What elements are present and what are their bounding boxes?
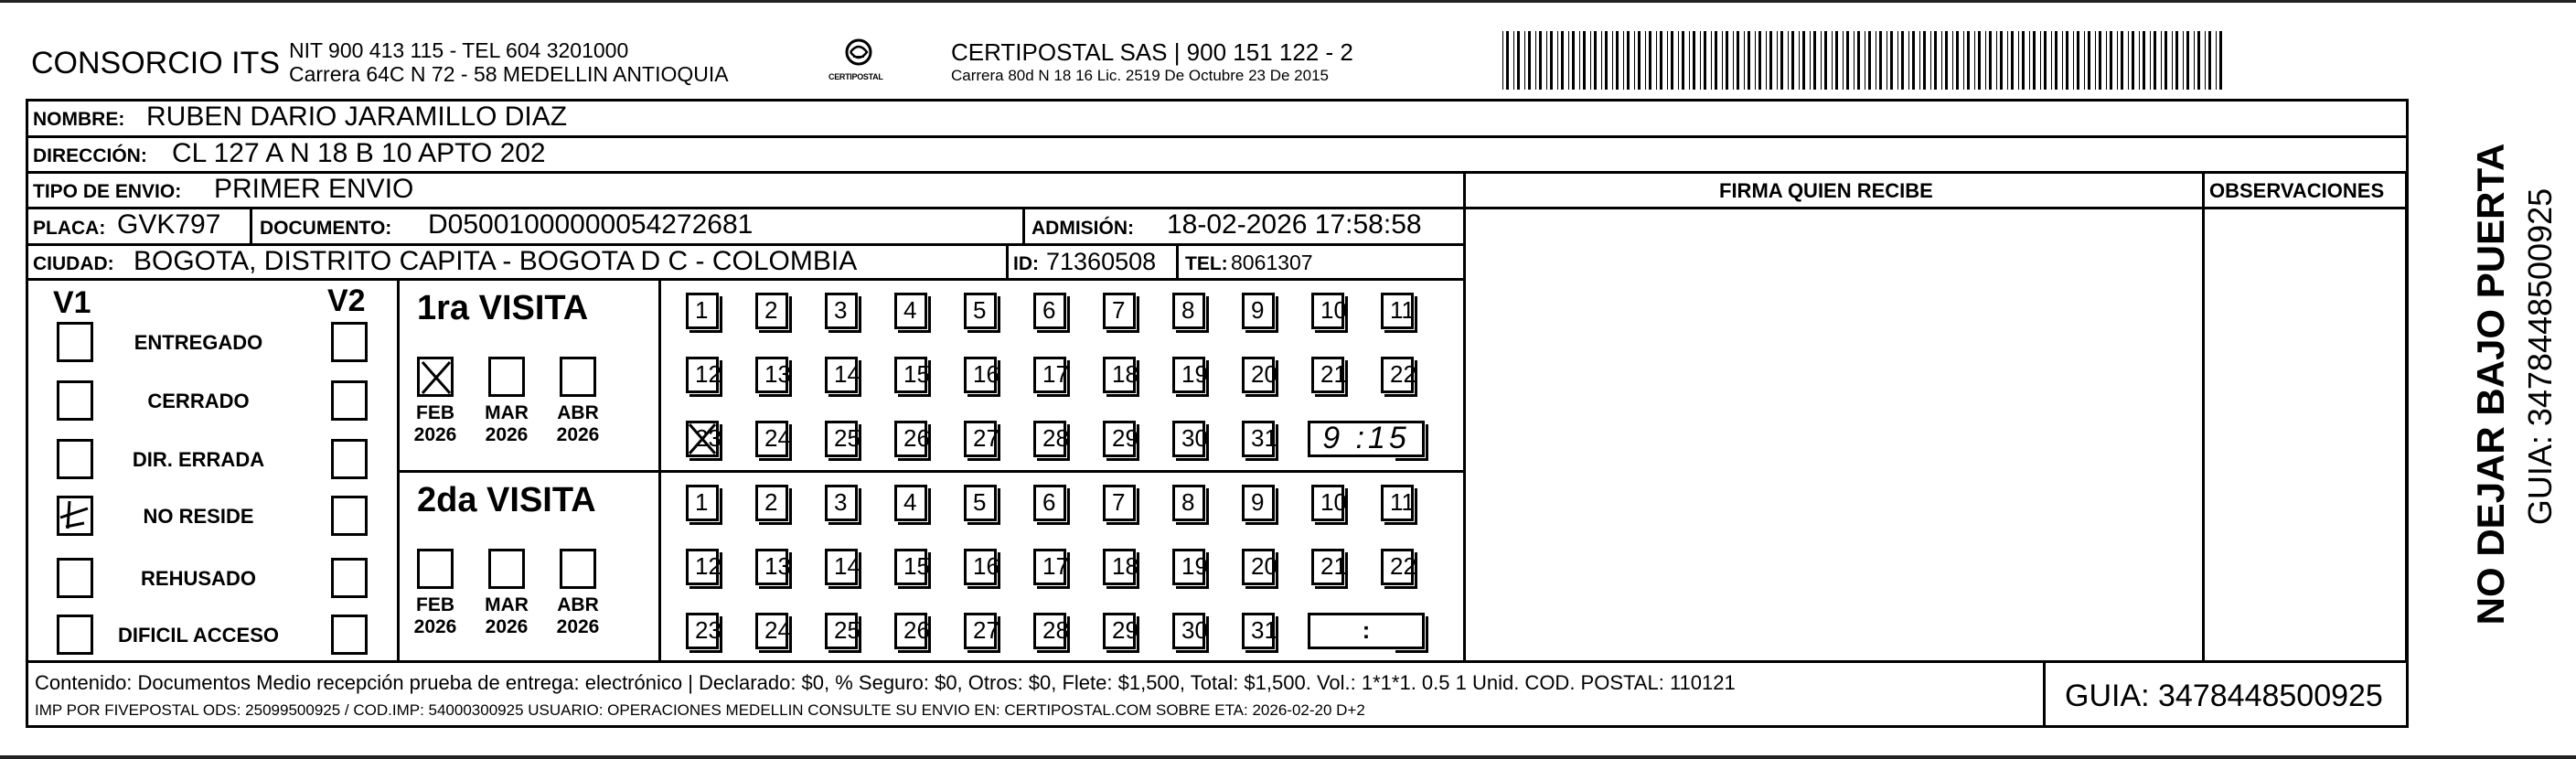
day-box[interactable]: 14: [825, 357, 858, 393]
direccion-value: CL 127 A N 18 B 10 APTO 202: [172, 138, 546, 168]
day-box[interactable]: 23: [686, 613, 719, 649]
month-label: FEB 2026: [413, 402, 457, 446]
time-box[interactable]: :: [1308, 613, 1425, 649]
visit-title: 1ra VISITA: [417, 289, 589, 327]
day-box[interactable]: 21: [1311, 357, 1344, 393]
day-box[interactable]: 2: [755, 485, 788, 521]
status-label: CERRADO: [147, 390, 250, 412]
day-box[interactable]: 26: [894, 421, 927, 457]
barcode: [1502, 31, 2229, 90]
status-label: DIFICIL ACCESO: [117, 624, 279, 647]
day-box[interactable]: 31: [1242, 613, 1275, 649]
logo-lettering: CERTIPOSTAL: [828, 72, 883, 81]
day-box[interactable]: [686, 421, 719, 457]
v2-checkbox[interactable]: [331, 322, 368, 362]
tipo-envio-value: PRIMER ENVIO: [214, 174, 414, 204]
month-checkbox[interactable]: [488, 357, 525, 397]
day-box[interactable]: 30: [1172, 421, 1205, 457]
company-address: Carrera 64C N 72 - 58 MEDELLIN ANTIOQUIA: [289, 62, 729, 86]
tel-label: TEL:: [1185, 253, 1228, 274]
v1-header: V1: [53, 285, 91, 320]
day-box[interactable]: 14: [825, 549, 858, 585]
ciudad-label: CIUDAD:: [33, 253, 114, 274]
v2-checkbox[interactable]: [331, 380, 368, 421]
day-box[interactable]: 8: [1172, 485, 1205, 521]
v2-checkbox[interactable]: [331, 558, 368, 598]
day-box[interactable]: 1: [686, 485, 719, 521]
day-box[interactable]: 2: [755, 293, 788, 329]
day-box[interactable]: 7: [1103, 293, 1136, 329]
carrier-name: CERTIPOSTAL SAS | 900 151 122 - 2: [951, 38, 1353, 66]
day-box[interactable]: 16: [964, 357, 997, 393]
day-box[interactable]: 28: [1033, 613, 1066, 649]
day-box[interactable]: 18: [1103, 549, 1136, 585]
placa-value: GVK797: [117, 209, 221, 240]
admision-value: 18-02-2026 17:58:58: [1167, 209, 1422, 240]
month-label: ABR 2026: [556, 402, 600, 446]
day-box[interactable]: 15: [894, 357, 927, 393]
documento-label: DOCUMENTO:: [260, 218, 392, 239]
v2-checkbox[interactable]: [331, 615, 368, 655]
time-box[interactable]: 9 :15: [1308, 421, 1425, 457]
day-box[interactable]: 19: [1172, 357, 1205, 393]
crossed-day-number: 23: [695, 424, 721, 452]
month-checkbox[interactable]: [560, 357, 596, 397]
nombre-value: RUBEN DARIO JARAMILLO DIAZ: [146, 102, 568, 132]
company-name: CONSORCIO ITS: [31, 46, 281, 80]
certipostal-logo: [828, 37, 885, 90]
day-box[interactable]: 22: [1381, 357, 1414, 393]
day-box[interactable]: 12: [686, 357, 719, 393]
day-box[interactable]: 20: [1242, 549, 1275, 585]
day-box[interactable]: 30: [1172, 613, 1205, 649]
day-box[interactable]: 24: [755, 421, 788, 457]
month-label: ABR 2026: [556, 594, 600, 638]
day-box[interactable]: 21: [1311, 549, 1344, 585]
month-label: MAR 2026: [485, 402, 529, 446]
observaciones-header: OBSERVACIONES: [2209, 179, 2385, 202]
day-box[interactable]: 11: [1381, 293, 1414, 329]
day-box[interactable]: 26: [894, 613, 927, 649]
visit-title: 2da VISITA: [417, 481, 596, 519]
nombre-label: NOMBRE:: [33, 109, 125, 130]
month-checkbox[interactable]: [417, 549, 454, 589]
day-box[interactable]: 31: [1242, 421, 1275, 457]
month-checkbox[interactable]: [417, 357, 454, 397]
day-box[interactable]: 22: [1381, 549, 1414, 585]
firma-header: FIRMA QUIEN RECIBE: [1719, 179, 1933, 202]
day-box[interactable]: 29: [1103, 613, 1136, 649]
ciudad-value: BOGOTA, DISTRITO CAPITA - BOGOTA D C - COLOMBIA: [134, 246, 858, 276]
tel-value: 8061307: [1231, 251, 1313, 274]
side-warning: NO DEJAR BAJO PUERTA: [2469, 143, 2512, 625]
day-box[interactable]: 5: [964, 485, 997, 521]
day-box[interactable]: 3: [825, 293, 858, 329]
day-box[interactable]: 27: [964, 421, 997, 457]
side-guia: GUIA: 3478448500925: [2521, 187, 2559, 526]
admision-label: ADMISIÓN:: [1031, 218, 1134, 239]
day-box[interactable]: 20: [1242, 357, 1275, 393]
placa-label: PLACA:: [33, 218, 106, 239]
day-box[interactable]: 17: [1033, 549, 1066, 585]
v2-checkbox[interactable]: [331, 439, 368, 479]
day-box[interactable]: 12: [686, 549, 719, 585]
day-box[interactable]: 25: [825, 613, 858, 649]
day-box[interactable]: 29: [1103, 421, 1136, 457]
day-box[interactable]: 10: [1311, 485, 1344, 521]
day-box[interactable]: 27: [964, 613, 997, 649]
day-box[interactable]: 18: [1103, 357, 1136, 393]
status-label: ENTREGADO: [134, 331, 263, 354]
day-box[interactable]: 4: [894, 293, 927, 329]
day-box[interactable]: 13: [755, 549, 788, 585]
day-box[interactable]: 17: [1033, 357, 1066, 393]
day-box[interactable]: 28: [1033, 421, 1066, 457]
day-box[interactable]: 3: [825, 485, 858, 521]
v2-checkbox[interactable]: [331, 496, 368, 536]
day-box[interactable]: 24: [755, 613, 788, 649]
carrier-address: Carrera 80d N 18 16 Lic. 2519 De Octubre 23 De 2015: [951, 67, 1329, 84]
month-checkbox[interactable]: [488, 549, 525, 589]
day-box[interactable]: 5: [964, 293, 997, 329]
footer-imp: IMP POR FIVEPOSTAL ODS: 25099500925 / COD.IMP: 54000300925 USUARIO: OPERACIONES MEDELLIN CONSULTE SU ENVIO EN: CERTIPOSTAL.COM SOBRE ETA: 2026-02-20 D+2: [35, 701, 1365, 719]
month-label: MAR 2026: [485, 594, 529, 638]
day-box[interactable]: 1: [686, 293, 719, 329]
day-box[interactable]: 9: [1242, 485, 1275, 521]
day-box[interactable]: 4: [894, 485, 927, 521]
day-box[interactable]: 19: [1172, 549, 1205, 585]
status-label: NO RESIDE: [143, 505, 254, 528]
day-box[interactable]: 15: [894, 549, 927, 585]
direccion-label: DIRECCIÓN:: [33, 145, 147, 166]
day-box[interactable]: 10: [1311, 293, 1344, 329]
day-box[interactable]: 6: [1033, 485, 1066, 521]
day-box[interactable]: 8: [1172, 293, 1205, 329]
month-checkbox[interactable]: [560, 549, 596, 589]
status-label: DIR. ERRADA: [132, 448, 265, 471]
tipo-envio-label: TIPO DE ENVIO:: [33, 181, 182, 202]
footer-guia: GUIA: 3478448500925: [2065, 679, 2383, 713]
day-box[interactable]: 25: [825, 421, 858, 457]
id-label: ID:: [1013, 253, 1039, 274]
company-nit-tel: NIT 900 413 115 - TEL 604 3201000: [289, 38, 629, 62]
day-box[interactable]: 9: [1242, 293, 1275, 329]
month-label: FEB 2026: [413, 594, 457, 638]
footer-contenido: Contenido: Documentos Medio recepción prueba de entrega: electrónico | Declarado: $0, % Seguro: $0, Otros: $0, Flete: $1,500, Total: $1,500. Vol.: 1*1*1. 0.5 1 Unid. COD. POSTAL: 110121: [35, 671, 1736, 694]
day-box[interactable]: 6: [1033, 293, 1066, 329]
id-value: 71360508: [1046, 248, 1157, 275]
day-box[interactable]: 11: [1381, 485, 1414, 521]
day-box[interactable]: 13: [755, 357, 788, 393]
day-box[interactable]: 16: [964, 549, 997, 585]
documento-value: D05001000000054272681: [428, 209, 754, 240]
day-box[interactable]: 7: [1103, 485, 1136, 521]
status-label: REHUSADO: [141, 567, 256, 590]
v2-header: V2: [327, 283, 366, 318]
